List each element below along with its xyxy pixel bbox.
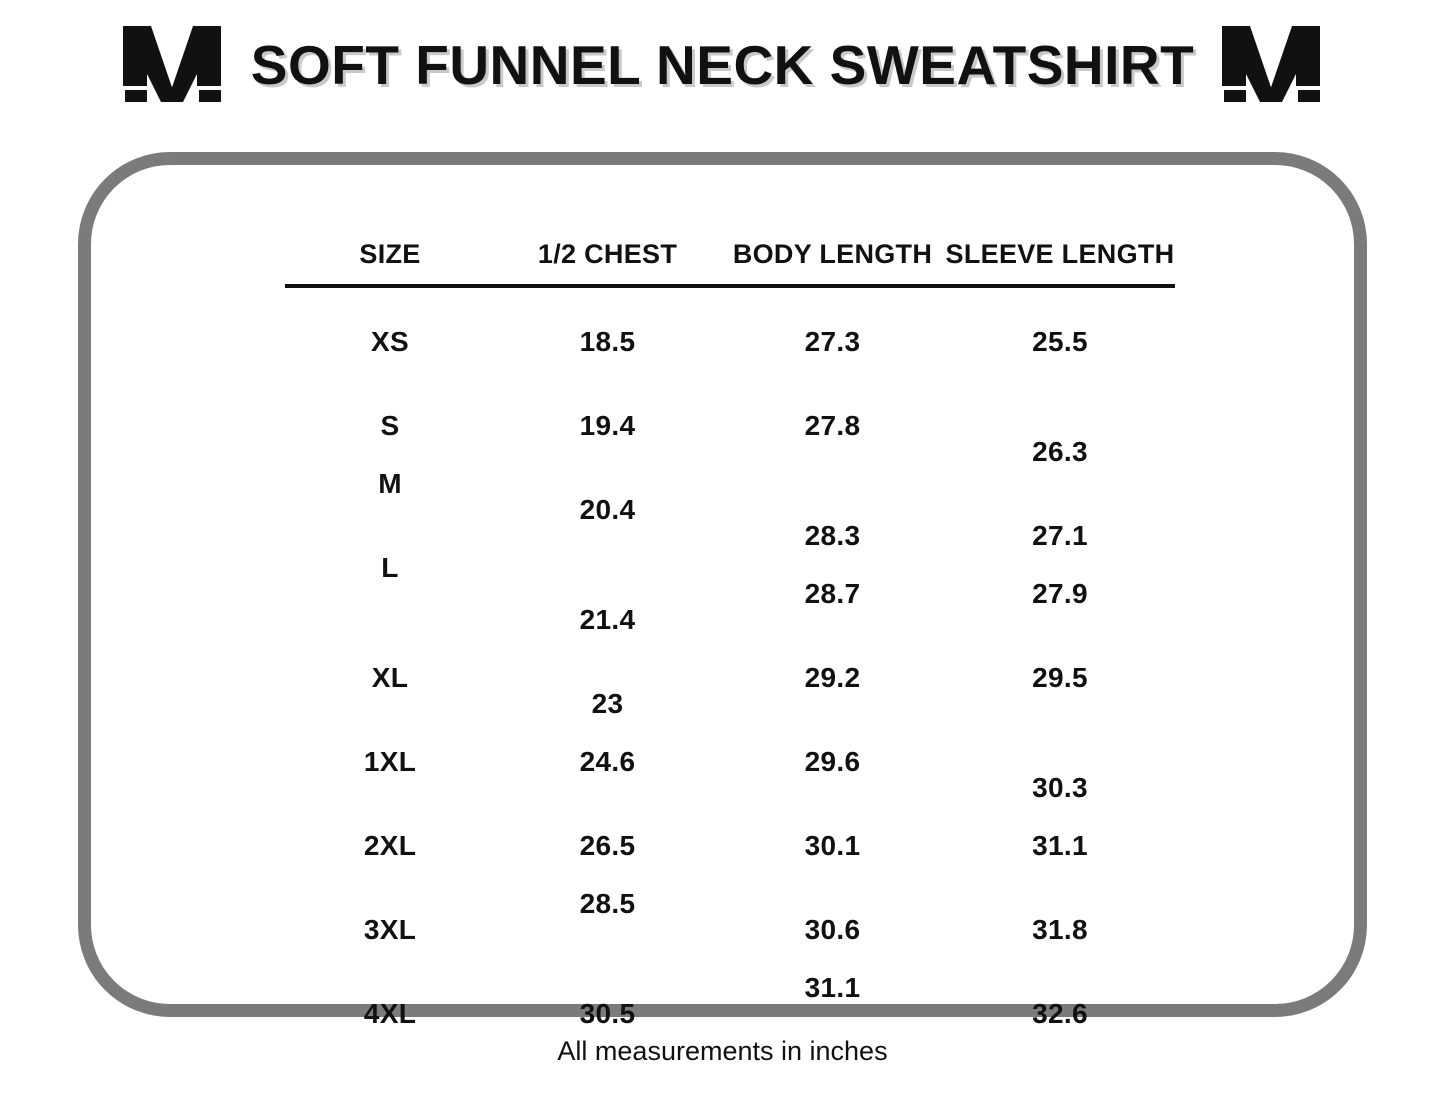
cell-body: 30.6 <box>804 914 861 945</box>
cell-size: 1XL <box>363 746 417 777</box>
cell-sleeve: 27.9 <box>1032 578 1088 609</box>
cell-chest: 19.4 <box>579 410 636 441</box>
cell-body: 29.2 <box>804 662 861 693</box>
column-header-sleeve-length: SLEEVE LENGTH <box>945 178 1175 286</box>
cell-chest: 26.5 <box>579 830 636 861</box>
cell-size: XL <box>371 662 409 693</box>
cell-size: S <box>380 410 400 441</box>
cell-size: 4XL <box>363 998 417 1029</box>
m-logo-icon-right <box>1220 24 1324 106</box>
cell-size: 3XL <box>363 914 417 945</box>
table-header-row <box>285 178 1175 286</box>
cell-sleeve: 27.1 <box>1032 520 1088 551</box>
page-title: SOFT FUNNEL NECK SWEATSHIRT <box>250 33 1195 96</box>
cell-body: 31.1 <box>804 972 861 1003</box>
cell-size: M <box>378 468 402 499</box>
cell-chest: 28.5 <box>579 888 636 919</box>
m-logo-icon-left <box>121 24 225 106</box>
table-row <box>285 804 1175 888</box>
cell-body: 27.3 <box>804 326 861 357</box>
cell-sleeve: 31.1 <box>1032 830 1088 861</box>
table-row <box>285 720 1175 804</box>
cell-body: 29.6 <box>804 746 861 777</box>
table-row <box>285 286 1175 384</box>
cell-chest: 21.4 <box>579 604 636 635</box>
table-row <box>285 636 1175 720</box>
cell-sleeve: 32.6 <box>1032 998 1088 1029</box>
cell-chest: 23 <box>591 688 624 719</box>
cell-body: 30.1 <box>804 830 861 861</box>
cell-sleeve: 31.8 <box>1032 914 1088 945</box>
table-row <box>285 552 1175 636</box>
cell-size: 2XL <box>363 830 417 861</box>
cell-size: L <box>381 552 399 583</box>
cell-chest: 30.5 <box>579 998 636 1029</box>
size-chart-table-wrapper <box>285 178 1175 1056</box>
cell-chest: 20.4 <box>579 494 636 525</box>
cell-body: 27.8 <box>804 410 861 441</box>
size-chart-table <box>285 178 1175 1056</box>
table-row <box>285 888 1175 972</box>
table-row <box>285 384 1175 468</box>
page-header <box>0 0 1445 104</box>
cell-chest: 18.5 <box>579 326 636 357</box>
column-header-half-chest: 1/2 CHEST <box>495 178 720 286</box>
cell-sleeve: 30.3 <box>1032 772 1088 803</box>
table-row <box>285 468 1175 552</box>
cell-sleeve: 25.5 <box>1032 326 1088 357</box>
cell-body: 28.3 <box>804 520 861 551</box>
measurement-units-note: All measurements in inches <box>557 1036 888 1066</box>
cell-size: XS <box>371 326 409 357</box>
column-header-body-length: BODY LENGTH <box>720 178 945 286</box>
cell-sleeve: 26.3 <box>1032 436 1088 467</box>
cell-chest: 24.6 <box>579 746 636 777</box>
cell-sleeve: 29.5 <box>1032 662 1088 693</box>
column-header-size: SIZE <box>285 178 495 286</box>
cell-body: 28.7 <box>804 578 861 609</box>
